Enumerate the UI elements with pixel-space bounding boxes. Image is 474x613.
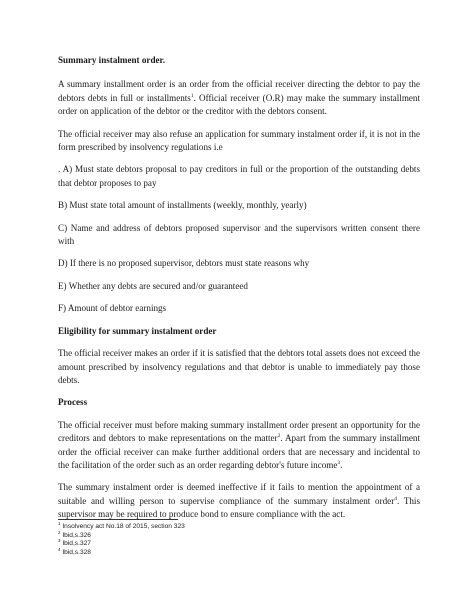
paragraph-text: The official receiver must before making summary installment order present an opportunity for the creditors and debtors to make representations on the matter: [58, 419, 420, 444]
footnote-number: 1: [58, 520, 61, 526]
footnote-ref[interactable]: 2: [277, 433, 281, 440]
document-body: [58, 54, 420, 522]
footnote-text: Ibid,s.326: [60, 531, 91, 539]
paragraph-text: . Official receiver (O.R) may make the summary installment order on application of the debtor or the creditor with the debtors consent.: [58, 92, 420, 117]
footnote-number: 2: [58, 529, 61, 535]
paragraph-text: .: [340, 459, 343, 470]
footnote-text: Insolvency act No.18 of 2015, section 323: [60, 523, 185, 530]
heading-eligibility: Eligibility for summary instalment order: [58, 325, 217, 336]
paragraph-text: . This supervisor may be required to produce bond to ensure compliance with the act.: [58, 495, 420, 520]
paragraph-process: [58, 419, 420, 473]
footnote-3: [58, 540, 358, 549]
heading-summary-instalment-order: Summary instalment order.: [58, 55, 166, 65]
footnotes-section: [58, 519, 358, 557]
requirement-item-b: B) Must state total amount of installments (weekly, monthly, yearly): [58, 200, 307, 211]
heading-process: Process: [58, 397, 88, 408]
paragraph-text: A summary installment order is an order from the official receiver directing the debtor to pay the debtors debts in full or installments: [58, 79, 420, 103]
requirement-item-c: C) Name and address of debtors proposed supervisor and the supervisors written consent there with: [58, 222, 420, 247]
requirement-item-e: E) Whether any debts are secured and/or guaranteed: [58, 280, 248, 291]
footnote-ref[interactable]: 3: [337, 459, 341, 466]
paragraph-text: The summary instalment order is deemed ineffective if it fails to mention the appointment of a suitable and willing person to supervise compliance of the summary instalment order: [58, 482, 420, 506]
footnote-number: 3: [58, 538, 61, 543]
paragraph-summary-definition: [58, 78, 420, 118]
requirement-item-a: . A) Must state debtors proposal to pay creditors in full or the proportion of the outstanding debts that debtor proposes to pay: [58, 164, 420, 188]
paragraph-ineffective-order: [58, 481, 420, 521]
footnote-ref[interactable]: 1: [190, 92, 194, 99]
footnote-ref[interactable]: 4: [394, 495, 397, 502]
requirement-item-f: F) Amount of debtor earnings: [58, 303, 167, 314]
requirement-item-d: D) If there is no proposed supervisor, debtors must state reasons why: [58, 258, 310, 269]
paragraph-text: . Apart from the summary installment order the official receiver can make further additional orders that are necessary and incidental to the facilitation of the order such as an order regarding debtor's future income: [58, 433, 420, 470]
paragraph-refusal: The official receiver may also refuse an application for summary instalment order if, it is not in the form prescribed by insolvency regulations i.e: [58, 128, 420, 153]
footnote-text: Ibid,s.328: [60, 548, 91, 556]
footnote-separator: [58, 519, 178, 520]
footnote-text: Ibid,s.327: [60, 540, 91, 548]
paragraph-eligibility: The official receiver makes an order if it is satisfied that the debtors total assets does not exceed the amount prescribed by insolvency regulations and that debtor is unable to immediately pay those debts.: [58, 348, 420, 385]
footnote-4: [58, 546, 358, 558]
footnote-number: 4: [58, 546, 61, 552]
footnote-2: [58, 529, 358, 541]
